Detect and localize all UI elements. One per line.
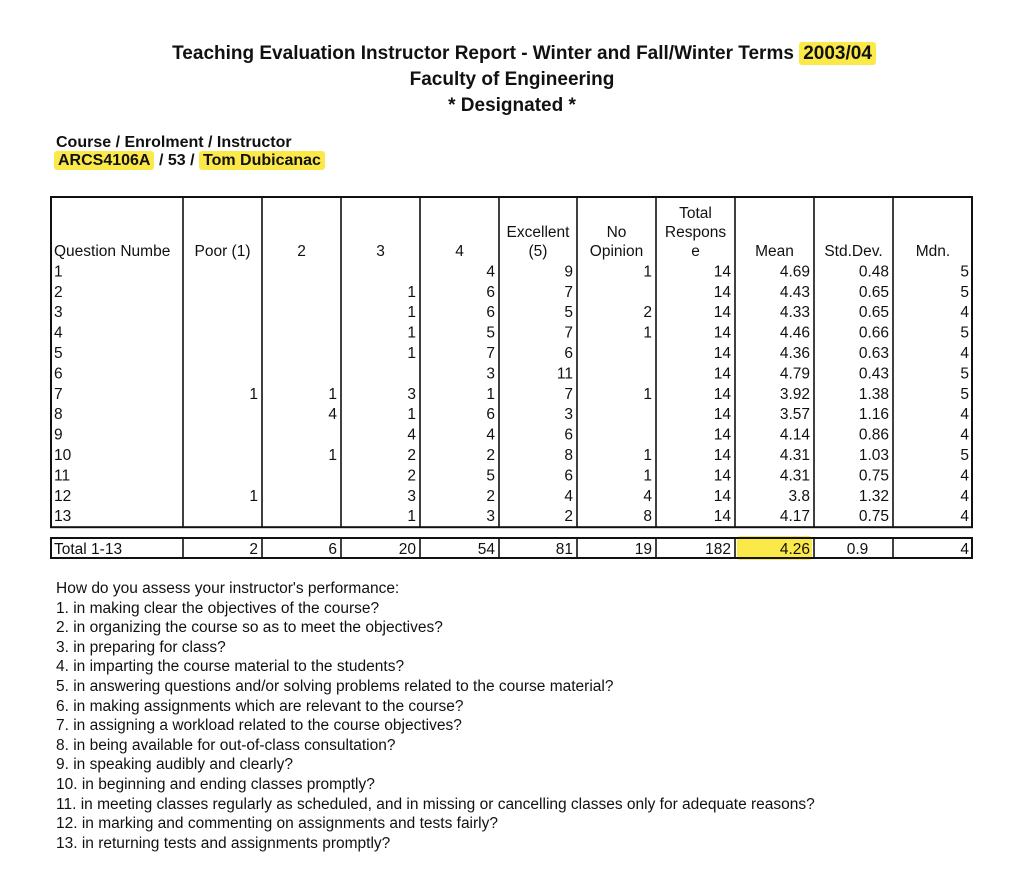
- table-cell: 1: [486, 385, 495, 403]
- table-cell: 4.31: [779, 467, 810, 485]
- question-item: 7. in assigning a workload related to the course objectives?: [56, 717, 462, 735]
- question-list: [56, 579, 815, 853]
- table-cell: 1: [328, 447, 337, 464]
- table-cell: 2: [407, 447, 416, 464]
- table-cell: 0.75: [858, 467, 889, 485]
- question-item: 12. in marking and commenting on assignments and tests fairly?: [56, 815, 498, 833]
- table-cell: 2: [486, 487, 495, 505]
- table-cell: 3.92: [779, 385, 810, 403]
- question-number: 13: [54, 508, 72, 526]
- table-cell: 0.86: [858, 426, 889, 444]
- table-cell: 14: [713, 385, 731, 403]
- table-cell: 5: [564, 304, 573, 322]
- column-header: Respons: [664, 224, 727, 241]
- table-cell: 2: [564, 508, 573, 526]
- table-cell: 14: [713, 304, 731, 322]
- table-cell: 4.17: [779, 508, 810, 526]
- total-cell: 4: [960, 541, 969, 558]
- question-number: 6: [54, 365, 63, 383]
- report-title-text: Teaching Evaluation Instructor Report - Winter and Fall/Winter Terms: [172, 43, 794, 64]
- table-cell: 1: [249, 487, 258, 505]
- table-cell: 5: [960, 365, 969, 383]
- column-header: No: [606, 224, 627, 241]
- table-cell: 14: [713, 406, 731, 424]
- table-cell: 3: [486, 508, 495, 526]
- table-cell: 4: [960, 406, 969, 424]
- course-code: ARCS4106A: [54, 151, 154, 170]
- question-number: 2: [54, 283, 63, 301]
- table-cell: 5: [960, 385, 969, 403]
- table-cell: 14: [713, 487, 731, 505]
- designation: * Designated *: [448, 95, 576, 116]
- enrolment-count: 53: [167, 152, 186, 169]
- column-header: Mdn.: [915, 243, 951, 260]
- table-cell: 0.63: [858, 345, 889, 362]
- total-cell: 20: [398, 541, 416, 558]
- table-cell: 14: [713, 283, 731, 301]
- table-cell: 1: [643, 385, 652, 403]
- table-cell: 8: [643, 508, 652, 526]
- table-cell: 11: [556, 365, 573, 383]
- table-cell: 4: [407, 426, 416, 444]
- question-number: 3: [54, 304, 63, 322]
- column-header: 3: [376, 243, 385, 260]
- report-title: [12, 44, 1024, 63]
- table-cell: 8: [564, 447, 573, 464]
- report-year: 2003/04: [799, 42, 876, 65]
- table-cell: 4: [960, 426, 969, 444]
- question-number: 1: [54, 263, 63, 281]
- column-header: (5): [528, 243, 548, 260]
- question-items: [56, 599, 815, 854]
- table-cell: 1: [643, 324, 652, 342]
- column-header: Poor (1): [194, 243, 251, 260]
- evaluation-table-grid: [50, 196, 973, 566]
- column-header: Opinion: [589, 243, 644, 260]
- table-cell: 4.46: [779, 324, 810, 342]
- course-heading: Course / Enrolment / Instructor: [56, 134, 292, 151]
- table-cell: 3: [407, 385, 416, 403]
- question-item: 9. in speaking audibly and clearly?: [56, 756, 293, 774]
- table-cell: 1.32: [858, 487, 889, 505]
- question-number: 12: [54, 487, 72, 505]
- question-number: 9: [54, 426, 63, 444]
- question-intro: How do you assess your instructor's performance:: [56, 580, 400, 597]
- table-cell: 2: [407, 467, 416, 485]
- table-cell: 4: [960, 345, 969, 362]
- table-cell: 3.8: [788, 487, 810, 505]
- table-cell: 1: [328, 385, 337, 403]
- question-item: 3. in preparing for class?: [56, 638, 226, 656]
- question-item: 13. in returning tests and assignments promptly?: [56, 834, 391, 852]
- table-cell: 6: [564, 426, 573, 444]
- table-cell: 7: [564, 385, 573, 403]
- total-cell: 182: [705, 541, 731, 558]
- table-cell: 7: [564, 283, 573, 301]
- course-info: [54, 152, 325, 170]
- table-cell: 14: [713, 324, 731, 342]
- total-cell: 4.26: [779, 541, 810, 558]
- table-cell: 4.14: [779, 426, 810, 444]
- table-cell: 1.03: [858, 447, 889, 464]
- table-cell: 4: [960, 508, 969, 526]
- table-cell: 0.43: [858, 365, 889, 383]
- table-cell: 14: [713, 345, 731, 362]
- table-cell: 3: [486, 365, 495, 383]
- table-cell: 5: [960, 324, 969, 342]
- table-cell: 0.65: [858, 283, 889, 301]
- table-cell: 6: [564, 467, 573, 485]
- table-cell: 4.43: [779, 283, 810, 301]
- table-cell: 4: [486, 426, 495, 444]
- column-header: 4: [455, 243, 464, 260]
- table-cell: 2: [486, 447, 495, 464]
- table-cell: 7: [486, 345, 495, 362]
- question-item: 6. in making assignments which are relevant to the course?: [56, 697, 464, 715]
- column-header: Question Numbe: [54, 243, 171, 260]
- table-cell: 1: [407, 508, 416, 526]
- table-cell: 3: [564, 406, 573, 424]
- question-number: 8: [54, 406, 63, 424]
- separator: /: [190, 152, 195, 169]
- table-cell: 4.31: [779, 447, 810, 464]
- table-cell: 14: [713, 508, 731, 526]
- table-cell: 0.75: [858, 508, 889, 526]
- total-cell: 54: [477, 541, 495, 558]
- total-cell: 6: [328, 541, 337, 558]
- table-cell: 4: [960, 467, 969, 485]
- table-cell: 3.57: [779, 406, 810, 424]
- evaluation-table: [50, 196, 973, 566]
- column-header: Total: [679, 205, 712, 222]
- column-header: Excellent: [506, 224, 570, 241]
- table-cell: 1: [407, 406, 416, 424]
- table-cell: 6: [486, 406, 495, 424]
- table-cell: 4: [643, 487, 652, 505]
- question-number: 7: [54, 385, 63, 403]
- column-header: Std.Dev.: [824, 243, 883, 260]
- table-cell: 4: [328, 406, 337, 424]
- table-cell: 5: [960, 263, 969, 281]
- table-cell: 9: [564, 263, 573, 281]
- table-cell: 1: [643, 447, 652, 464]
- total-cell: 81: [555, 541, 573, 558]
- table-cell: 1: [407, 304, 416, 322]
- table-cell: 4.79: [779, 365, 810, 383]
- instructor-name: Tom Dubicanac: [199, 151, 325, 170]
- question-item: 1. in making clear the objectives of the course?: [56, 599, 380, 617]
- question-item: 10. in beginning and ending classes promptly?: [56, 775, 375, 793]
- table-cell: 1: [407, 324, 416, 342]
- table-cell: 4.33: [779, 304, 810, 322]
- table-cell: 14: [713, 263, 731, 281]
- table-cell: 5: [486, 467, 495, 485]
- table-cell: 0.65: [858, 304, 889, 322]
- table-cell: 5: [486, 324, 495, 342]
- table-cell: 1: [249, 385, 258, 403]
- table-cell: 4: [960, 304, 969, 322]
- table-cell: 4.36: [779, 345, 810, 362]
- column-header: e: [691, 243, 700, 260]
- table-cell: 3: [407, 487, 416, 505]
- table-cell: 14: [713, 467, 731, 485]
- table-cell: 4.69: [779, 263, 810, 281]
- faculty-name: Faculty of Engineering: [409, 69, 615, 90]
- question-item: 5. in answering questions and/or solving problems related to the course material?: [56, 677, 614, 695]
- total-cell: 0.9: [846, 541, 869, 558]
- question-item: 4. in imparting the course material to the students?: [56, 658, 405, 676]
- table-cell: 4: [960, 487, 969, 505]
- table-cell: 6: [486, 304, 495, 322]
- table-cell: 14: [713, 447, 731, 464]
- table-cell: 7: [564, 324, 573, 342]
- table-cell: 1.16: [858, 406, 889, 424]
- question-item: 8. in being available for out-of-class consultation?: [56, 736, 396, 754]
- table-cell: 4: [486, 263, 495, 281]
- question-item: 2. in organizing the course so as to meet the objectives?: [56, 619, 443, 637]
- table-cell: 4: [564, 487, 573, 505]
- table-cell: 0.48: [858, 263, 889, 281]
- table-cell: 5: [960, 283, 969, 301]
- column-header: Mean: [755, 243, 794, 260]
- question-number: 5: [54, 345, 63, 362]
- table-cell: 1.38: [858, 385, 889, 403]
- table-cell: 1: [407, 345, 416, 362]
- total-label: Total 1-13: [54, 541, 123, 558]
- total-frame: [51, 538, 972, 558]
- table-cell: 0.66: [858, 324, 889, 342]
- column-header: 2: [297, 243, 306, 260]
- table-cell: 5: [960, 447, 969, 464]
- table-cell: 2: [643, 304, 652, 322]
- question-number: 11: [54, 467, 71, 485]
- total-cell: 2: [249, 541, 258, 558]
- total-cell: 19: [634, 541, 652, 558]
- table-cell: 1: [643, 263, 652, 281]
- table-cell: 1: [643, 467, 652, 485]
- question-number: 10: [54, 447, 72, 464]
- question-item: 11. in meeting classes regularly as scheduled, and in missing or cancelling classes only for adequate reasons?: [56, 795, 815, 813]
- question-number: 4: [54, 324, 63, 342]
- table-cell: 14: [713, 365, 731, 383]
- separator: /: [158, 152, 164, 169]
- table-cell: 6: [564, 345, 573, 362]
- table-cell: 6: [486, 283, 495, 301]
- table-cell: 1: [407, 283, 416, 301]
- table-cell: 14: [713, 426, 731, 444]
